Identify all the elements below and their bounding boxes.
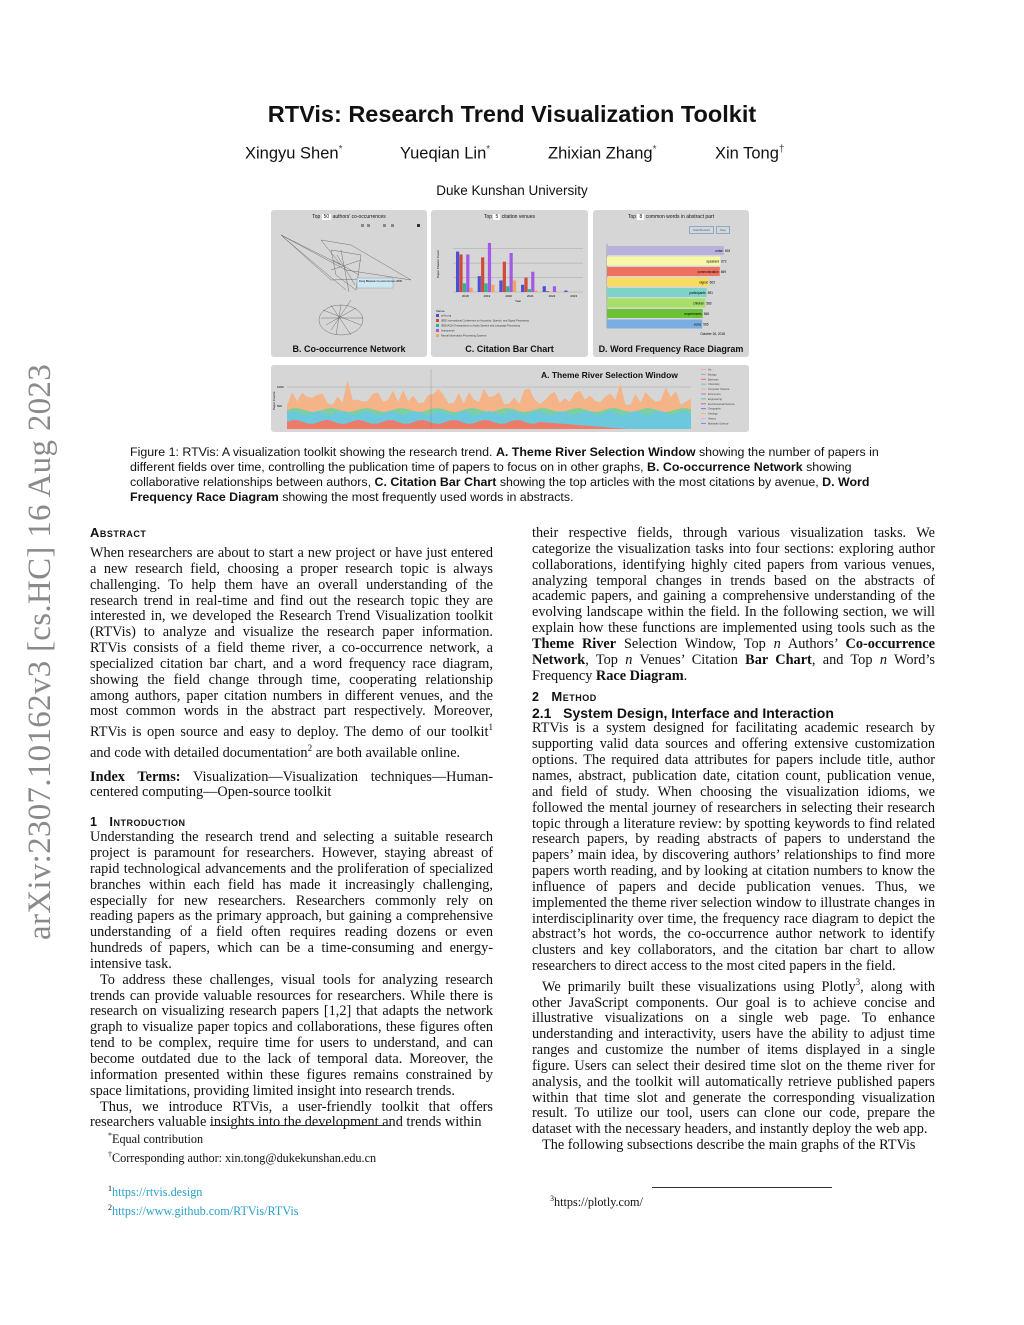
title-text: Top <box>312 214 321 220</box>
citation-bar-chart <box>431 220 588 342</box>
author <box>400 144 490 164</box>
text-run: We primarily built these visualizations using Plotly <box>542 978 856 995</box>
word-count: 583 <box>706 301 712 306</box>
legend-swatch <box>701 403 706 404</box>
word-count: 693 <box>724 249 731 253</box>
legend-label: Environmental Science <box>708 402 735 406</box>
legend-swatch <box>436 329 439 332</box>
section-number: 1 <box>90 815 98 830</box>
word-label: signal <box>699 280 708 285</box>
bar <box>513 280 516 292</box>
panel-theme-river[interactable] <box>271 365 749 432</box>
code-link[interactable]: https://www.github.com/RTVis/RTVis <box>112 1204 299 1219</box>
author <box>715 144 784 164</box>
author-mark: † <box>778 144 785 155</box>
stop-button[interactable]: Stop <box>716 226 730 234</box>
legend-label: Art <box>708 368 712 372</box>
text-run: Selection Window, Top <box>616 635 774 652</box>
footnote-text: Corresponding author: xin.tong@dukekunshan.edu.cn <box>112 1151 377 1166</box>
bar <box>503 262 506 292</box>
bar <box>459 254 462 292</box>
legend-title: Venue <box>436 309 445 313</box>
demo-link[interactable]: https://rtvis.design <box>112 1185 203 1200</box>
legend-swatch <box>701 369 706 370</box>
legend-swatch <box>701 379 706 380</box>
bar <box>531 272 534 292</box>
text-run: D. Word Frequency Race Diagram <box>130 475 870 505</box>
bar <box>499 280 502 292</box>
legend-label: Business <box>708 378 719 382</box>
word-label: speakers <box>706 259 720 264</box>
legend-label: Biology <box>708 373 717 377</box>
footnote-mark: 2 <box>108 1203 112 1213</box>
title-text: Top <box>484 214 493 220</box>
word-label: children <box>693 301 705 306</box>
paragraph <box>532 526 935 684</box>
panel-word-frequency-race <box>593 210 749 357</box>
word-label: noise <box>715 249 723 253</box>
author-name: Xin Tong <box>715 144 779 163</box>
panel-title <box>593 214 749 220</box>
top-n-input[interactable]: 5 <box>495 214 499 220</box>
x-tick-label: 2022 <box>548 294 556 298</box>
text-run: A. Theme River Selection Window <box>495 445 696 459</box>
bar <box>546 291 549 292</box>
text-run: When researchers are about to start a new project or have just entered a new research field, choosing a proper research topic is always challenging. To help them have an overall understanding of the research trend in real-time and find out the research topic they are interested in, we developed the Research Trend Visualization toolkit (RTVis) to analyze and visualize the research paper information. RTVis consists of a field theme river, a co-occurrence network, a specialized citation bar chart, and a word frequency race diagram, showing the field change through time, cooperating relationship among authors, paper citation numbers in different venues, and the most common words in the abstract part respectively. Moreover, RTVis is open source and easy to deploy. The demo of our toolkit <box>90 545 493 741</box>
author <box>245 144 342 164</box>
legend-swatch <box>701 423 706 424</box>
text-run: Race Diagram <box>595 667 684 684</box>
legend-swatch <box>701 398 706 399</box>
race-bar <box>607 278 709 287</box>
bar <box>535 291 538 292</box>
word-label: experiments <box>684 312 702 316</box>
text-run: showing the most frequently used words in abstracts. <box>278 490 574 505</box>
text-run: n <box>773 635 781 652</box>
bar <box>478 276 481 292</box>
word-count: 591 <box>707 291 713 295</box>
bar <box>488 243 491 292</box>
bar <box>470 288 473 292</box>
bar <box>456 252 459 292</box>
legend-label: Chemistry <box>708 383 720 387</box>
text-run: are both available online. <box>312 744 461 761</box>
legend-label: Geology <box>708 412 718 416</box>
figure-caption <box>130 445 895 505</box>
heading-text: Method <box>551 689 597 705</box>
panel-co-occurrence-network <box>271 210 427 357</box>
text-run: showing collaborative relationships between authors, <box>130 460 852 490</box>
text-run: Venues’ Citation <box>632 651 746 668</box>
bar <box>553 286 556 292</box>
title-text: Top <box>628 214 637 220</box>
legend-swatch <box>701 374 706 375</box>
start-restart-button[interactable]: Start/Restart <box>689 226 714 234</box>
legend-swatch <box>701 408 706 409</box>
text-run: , and Top <box>811 651 880 668</box>
text-run: 3 <box>855 976 861 987</box>
legend-swatch <box>436 334 439 337</box>
x-tick-label: 2018 <box>462 294 469 298</box>
author-mark: * <box>486 144 491 155</box>
heading-text: Introduction <box>109 814 186 830</box>
legend-swatch <box>701 389 706 390</box>
tooltip-text: Dong Bikasele Co-occurrences: 2006 <box>359 280 402 283</box>
word-label: participants <box>689 291 706 295</box>
footnote <box>108 1181 376 1200</box>
right-column <box>532 526 935 1154</box>
footnote <box>108 1200 376 1219</box>
bar <box>506 286 509 292</box>
y-axis-label: Paper Counts <box>272 391 276 410</box>
legend-swatch <box>701 394 706 395</box>
race-bar <box>607 257 720 266</box>
author-name: Yueqian Lin <box>400 144 487 163</box>
text-run: showing the top articles with the most citations by avenue, <box>496 475 823 490</box>
text-run: B. Co-occurrence Network <box>647 460 803 475</box>
panel-citation-bar-chart <box>431 210 588 357</box>
legend-label: Computer Science <box>708 388 730 392</box>
bar <box>466 254 469 292</box>
left-column <box>90 525 493 1131</box>
legend-label: Materials Science <box>708 422 729 426</box>
race-date: October 26, 2018 <box>700 332 725 336</box>
race-bar <box>607 299 705 308</box>
legend-label: Neural Information Processing Systems <box>441 334 487 338</box>
footnote <box>550 1191 643 1210</box>
abstract-text <box>90 546 493 762</box>
text-run: showing the number of papers in different fields over time, controlling the publication time of papers to focus on in other graphs, <box>130 445 879 475</box>
toolbar-icons[interactable] <box>361 224 420 227</box>
word-count: 672 <box>721 259 727 264</box>
x-tick-label: 2023 <box>570 294 578 298</box>
bar <box>510 253 513 292</box>
text-run: Authors’ <box>780 635 846 652</box>
text-run: Bar Chart <box>745 651 812 668</box>
footnote-text: Equal contribution <box>112 1132 204 1147</box>
word-count: 568 <box>703 312 710 316</box>
legend-label: IEEE International Conference on Acoustics, Speech, and Signal Processing <box>441 319 529 323</box>
section-number: 2.1 <box>532 705 552 722</box>
footnote-rule <box>652 1187 832 1188</box>
plotly-link[interactable]: https://plotly.com/ <box>554 1195 643 1210</box>
bar <box>481 257 484 292</box>
legend-label: Interspeech <box>441 329 455 333</box>
bar <box>564 291 567 292</box>
heading-text: Abstract <box>90 525 147 540</box>
word-label: communication <box>697 270 719 274</box>
text-run: Word’s Frequency <box>532 651 935 684</box>
index-terms <box>90 770 493 802</box>
footnote-rule <box>210 1125 390 1126</box>
network-graph[interactable] <box>271 220 427 340</box>
bar <box>543 286 546 292</box>
text-run: . <box>683 667 688 684</box>
y-tick-label: 500 <box>277 404 283 408</box>
legend-label: arXiv.org <box>441 314 452 318</box>
race-chart <box>593 238 749 342</box>
title-text: citation venues <box>501 214 535 220</box>
author-mark: * <box>338 144 343 155</box>
author-name: Zhixian Zhang <box>548 144 653 163</box>
paragraph: Understanding the research trend and selecting a suitable research project is paramount for researchers. However, staying abreast of rapid technological advancements and the proliferation of specialized branches within each field has made it increasingly challenging, especially for new researchers. Researchers commonly rely on reading papers as the primary approach, but gaining a comprehensive understanding of a field often requires reading dozens or even hundreds of papers, which can be a time-consuming and energy-intensive task. <box>90 829 493 972</box>
paragraph: RTVis is a system designed for facilitating academic research by supporting valid data sources and offering extensive customization options. The required data attributes for papers include title, author names, abstract, publication date, citation count, publication venue, and field of study. When choosing the visualization idioms, we followed the mental journey of researchers in selecting their research topic through a literature review: by spotting keywords to find related research papers, by reading abstracts of papers to understand the papers’ main idea, by discovering authors’ relationships to find more papers worth reading, and by looking at citation numbers to know the influence of papers and decide publication venues. Thus, we implemented the theme river selection window to illustrate changes in interdisciplinarity over time, the frequency race diagram to depict the abstract’s hot words, the co-occurrence author network to identify clusters and key collaborators, and the citation bar chart to allow researchers to direct access to the most cited papers in the field. <box>532 720 935 975</box>
legend-swatch <box>436 314 439 317</box>
text-run: , Top <box>585 651 626 668</box>
text-run: 2 <box>307 742 313 753</box>
y-tick-label: 1000 <box>277 385 284 389</box>
word-count: 669 <box>720 270 727 274</box>
text-run: C. Citation Bar Chart <box>374 475 497 490</box>
footnote-mark: 3 <box>550 1194 554 1203</box>
text-run: Index Terms: <box>90 768 181 785</box>
text-run: n <box>879 651 887 668</box>
footnote-mark: 1 <box>108 1184 112 1194</box>
bar <box>528 289 531 292</box>
footnote-mark: † <box>108 1150 112 1160</box>
bar <box>521 285 524 292</box>
text-run: Co-occurrence Network <box>532 635 935 668</box>
bar <box>484 283 487 292</box>
word-count: 603 <box>709 280 715 285</box>
paragraph: Thus, we introduce RTVis, a user-friendly toolkit that offers researchers valuable insights into the development and trends within <box>90 1098 493 1131</box>
text-run: their respective fields, through various visualization tasks. We categorize the visualization tasks into four sections: exploring author collaborations, identifying highly cited papers from various venues, analyzing temporal changes in trends based on the abstracts of academic papers, and gaining a comprehensive understanding of the evolving landscape within the field. In the following section, we will explain how these functions are implemented using tools such as the <box>532 525 935 637</box>
text-run: and code with detailed documentation <box>90 744 308 761</box>
x-tick-label: 2019 <box>483 294 491 298</box>
legend-swatch <box>701 418 706 419</box>
heading-text: System Design, Interface and Interaction <box>563 705 834 722</box>
author <box>548 144 656 164</box>
panel-label: D. Word Frequency Race Diagram <box>598 344 744 354</box>
title-text: authors' co-occurrences <box>332 214 386 220</box>
text-run: , along with other JavaScript components. Our goal is to achieve concise and illustrative visualizations on a single web page. To enhance understanding and interactivity, users have the ability to adjust time ranges and customize the number of items displayed in a single figure. Users can select their desired time slot on the theme river for analysis, and the toolkit will automatically retrieve published papers within that time slot and generate the corresponding visualization result. To utilize our tool, users can clone our code, prepare the dataset with the necessary headers, and instantly deploy the web app. <box>532 978 936 1138</box>
section-heading-introduction <box>90 814 493 830</box>
author-name: Xingyu Shen <box>245 144 339 163</box>
legend-swatch <box>436 319 439 322</box>
section-heading-abstract <box>90 525 493 541</box>
subsection-heading <box>532 705 935 721</box>
legend-swatch <box>436 324 439 327</box>
bar <box>524 278 527 292</box>
paragraph: To address these challenges, visual tools for analyzing research trends can provide valuable resources for researchers. While there is research on visualizing research papers [1,2] that adapts the network graph to visualize paper topics and collaborations, these figures often tend to be complex, require time for users to understand, and can become outdated due to the lack of temporal data. Moreover, the information presented within these figures remains constrained by space limitations, providing limited insight into research trends. <box>90 971 493 1099</box>
text-run: Figure 1: RTVis: A visualization toolkit showing the research trend. <box>130 445 496 459</box>
legend-label: Engineering <box>708 397 722 401</box>
word-label: voice <box>693 322 702 327</box>
title-text: common words in abstract part <box>645 214 714 220</box>
panel-label: B. Co-occurrence Network <box>292 344 406 354</box>
panel-label: C. Citation Bar Chart <box>465 344 554 354</box>
bar <box>463 283 466 292</box>
arxiv-stamp: arXiv:2307.10162v3 [cs.HC] 16 Aug 2023 <box>22 363 58 940</box>
y-axis-label: Paper Citation Count <box>436 250 440 278</box>
top-n-input[interactable]: 8 <box>639 214 643 220</box>
legend-label: Economics <box>708 393 721 396</box>
paper-title: RTVis: Research Trend Visualization Toolkit <box>267 101 757 127</box>
word-count: 565 <box>703 322 709 327</box>
legend-label: IEEE/ACM Transactions on Audio Speech and Language Processing <box>441 324 521 328</box>
footnote <box>108 1147 376 1166</box>
legend-label: Geography <box>708 407 721 411</box>
section-heading-method <box>532 689 935 705</box>
paragraph <box>532 975 935 1138</box>
author-mark: * <box>652 144 657 155</box>
bar <box>491 285 494 292</box>
legend-swatch <box>701 384 706 385</box>
paragraph: The following subsections describe the main graphs of the RTVis <box>542 1137 916 1154</box>
race-bar <box>607 320 702 329</box>
text-run: Theme River <box>532 635 617 652</box>
footnote-mark: * <box>108 1131 112 1140</box>
race-bar <box>607 246 724 255</box>
x-tick-label: 2021 <box>527 294 534 298</box>
footnote <box>108 1128 376 1147</box>
section-number: 2 <box>532 690 540 705</box>
footnotes <box>108 1128 376 1219</box>
legend-label: History <box>708 417 717 421</box>
panel-label: A. Theme River Selection Window <box>541 370 678 380</box>
text-run: n <box>625 651 633 668</box>
text-run: Visualization—Visualization techniques—Human-centered computing—Open-source toolkit <box>90 768 493 801</box>
text-run: 1 <box>488 722 493 733</box>
affiliation: Duke Kunshan University <box>436 183 588 198</box>
x-tick-label: 2020 <box>505 294 513 298</box>
legend-swatch <box>701 413 706 414</box>
x-axis-label: Year <box>515 299 522 303</box>
top-n-input[interactable]: 50 <box>323 214 330 220</box>
